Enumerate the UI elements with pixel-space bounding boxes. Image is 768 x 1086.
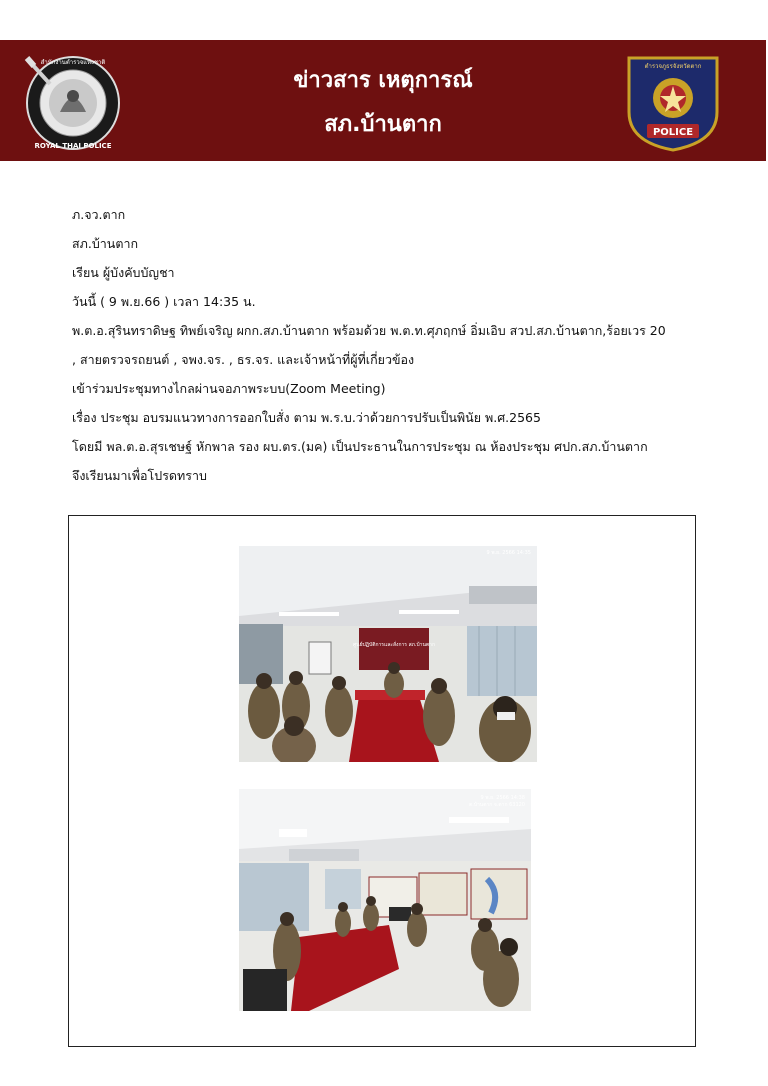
photo-frame [68, 515, 696, 1047]
meeting-photo-1 [239, 546, 537, 762]
letter-line-date-time: วันนี้ ( 9 พ.ย.66 ) เวลา 14:35 น. [72, 294, 256, 309]
left-logo-text-top: สำนักงานตำรวจแห่งชาติ [40, 59, 106, 66]
letter-line-meeting-mode: เข้าร่วมประชุมทางไกลผ่านจอภาพระบบ(Zoom Meeting) [72, 381, 386, 396]
tak-provincial-police-shield-icon [625, 52, 721, 152]
letter-line-station: สภ.บ้านตาก [72, 236, 139, 251]
meeting-photo-2 [239, 789, 531, 1011]
banner-title-line1: ข่าวสาร เหตุการณ์ [293, 68, 473, 93]
header-banner [0, 40, 766, 161]
letter-line-province: ภ.จว.ตาก [72, 207, 126, 222]
letter-line-attendees: พ.ต.อ.สุรินทราดิษฐ ทิพย์เจริญ ผกก.สภ.บ้านตาก พร้อมด้วย พ.ต.ท.ศุภฤกษ์ อิ่มเอิบ สวป.สภ.บ้านตาก,ร้อยเวร 20 [72, 323, 666, 338]
banner-title-line2: สภ.บ้านตาก [324, 112, 442, 137]
letter-body [72, 200, 722, 490]
photo2-stamp-line1: 9 พ.ย. 2566 14:38 [480, 795, 525, 801]
letter-line-subject: เรื่อง ประชุม อบรมแนวทางการออกใบสั่ง ตาม พ.ร.บ.ว่าด้วยการปรับเป็นพินัย พ.ศ.2565 [72, 410, 541, 425]
photo1-stamp: 9 พ.ย. 2566 14:35 [486, 550, 531, 556]
letter-line-closing: จึงเรียนมาเพื่อโปรดทราบ [72, 468, 207, 483]
right-logo-text-top: ตำรวจภูธรจังหวัดตาก [644, 63, 702, 70]
photo2-stamp-line2: ต.บ้านตาก จ.ตาก 63120 [468, 802, 525, 808]
photo1-sign-text: ศูนย์ปฏิบัติการและสั่งการ สภ.บ้านตาก [353, 642, 435, 648]
right-logo-label: POLICE [652, 127, 694, 138]
letter-line-chairman: โดยมี พล.ต.อ.สุรเชษฐ์ หักพาล รอง ผบ.ตร.(มค) เป็นประธานในการประชุม ณ ห้องประชุม ศปก.สภ.บ้านตาก [72, 439, 648, 454]
left-logo-text-bottom: ROYAL THAI POLICE [34, 142, 112, 150]
letter-line-salutation: เรียน ผู้บังคับบัญชา [72, 265, 175, 280]
letter-line-attendees-cont: , สายตรวจรถยนต์ , จพง.จร. , ธร.จร. และเจ้าหน้าที่ผู้ที่เกี่ยวข้อง [72, 352, 415, 367]
